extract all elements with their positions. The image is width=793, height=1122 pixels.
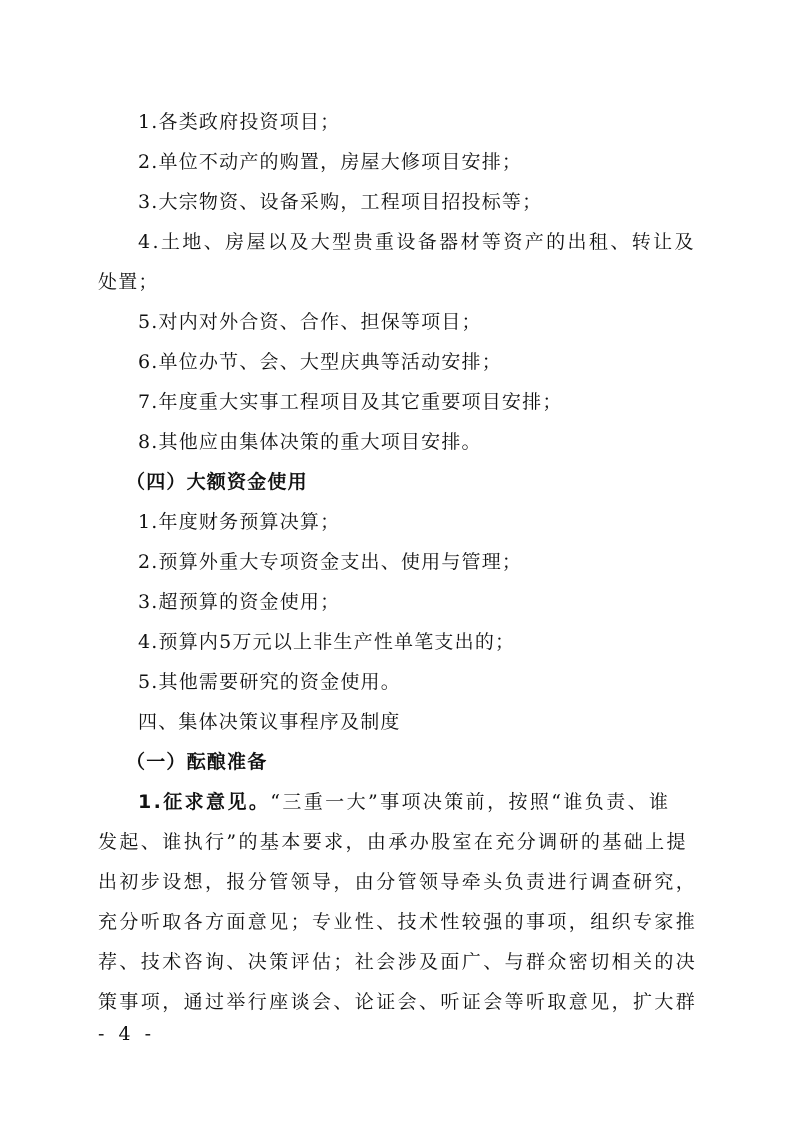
- funds-item-1: 1.年度财务预算决算；: [138, 511, 341, 533]
- list-item-4: 4.土地、房屋以及大型贵重设备器材等资产的出租、转让及: [138, 231, 696, 253]
- list-item-3: 3.大宗物资、设备采购，工程项目招投标等；: [138, 191, 543, 213]
- list-item-8: 8.其他应由集体决策的重大项目安排。: [138, 431, 482, 453]
- paragraph-line: 策事项，通过举行座谈会、论证会、听证会等听取意见，扩大群: [98, 991, 698, 1013]
- section-heading-preparation: （一）酝酿准备: [126, 751, 268, 773]
- paragraph-line: 荐、技术咨询、决策评估；社会涉及面广、与群众密切相关的决: [98, 951, 698, 973]
- paragraph-text: “三重一大”事项决策前，按照“谁负责、谁: [270, 791, 671, 813]
- funds-item-3: 3.超预算的资金使用；: [138, 591, 341, 613]
- page-number: - 4 -: [98, 1023, 156, 1045]
- list-item-2: 2.单位不动产的购置，房屋大修项目安排；: [138, 151, 523, 173]
- funds-item-2: 2.预算外重大专项资金支出、使用与管理；: [138, 551, 523, 573]
- list-item-6: 6.单位办节、会、大型庆典等活动安排；: [138, 351, 502, 373]
- paragraph-first-line: [0, 790, 793, 814]
- subheading-solicit-opinions: 1.征求意见。: [138, 791, 271, 813]
- section-heading-large-funds: （四）大额资金使用: [126, 471, 308, 493]
- paragraph-line: 充分听取各方面意见；专业性、技术性较强的事项，组织专家推: [98, 911, 698, 933]
- list-item-5: 5.对内对外合资、合作、担保等项目；: [138, 311, 482, 333]
- list-item-7: 7.年度重大实事工程项目及其它重要项目安排；: [138, 391, 563, 413]
- funds-item-5: 5.其他需要研究的资金使用。: [138, 671, 401, 693]
- funds-item-4: 4.预算内5万元以上非生产性单笔支出的；: [138, 631, 516, 653]
- paragraph-line: 出初步设想，报分管领导，由分管领导牵头负责进行调查研究，: [98, 871, 698, 893]
- list-item-1: 1.各类政府投资项目；: [138, 111, 341, 133]
- chapter-heading-procedure: 四、集体决策议事程序及制度: [138, 711, 401, 733]
- list-item-4-continuation: 处置；: [98, 271, 159, 293]
- paragraph-line: 发起、谁执行”的基本要求，由承办股室在充分调研的基础上提: [98, 831, 688, 853]
